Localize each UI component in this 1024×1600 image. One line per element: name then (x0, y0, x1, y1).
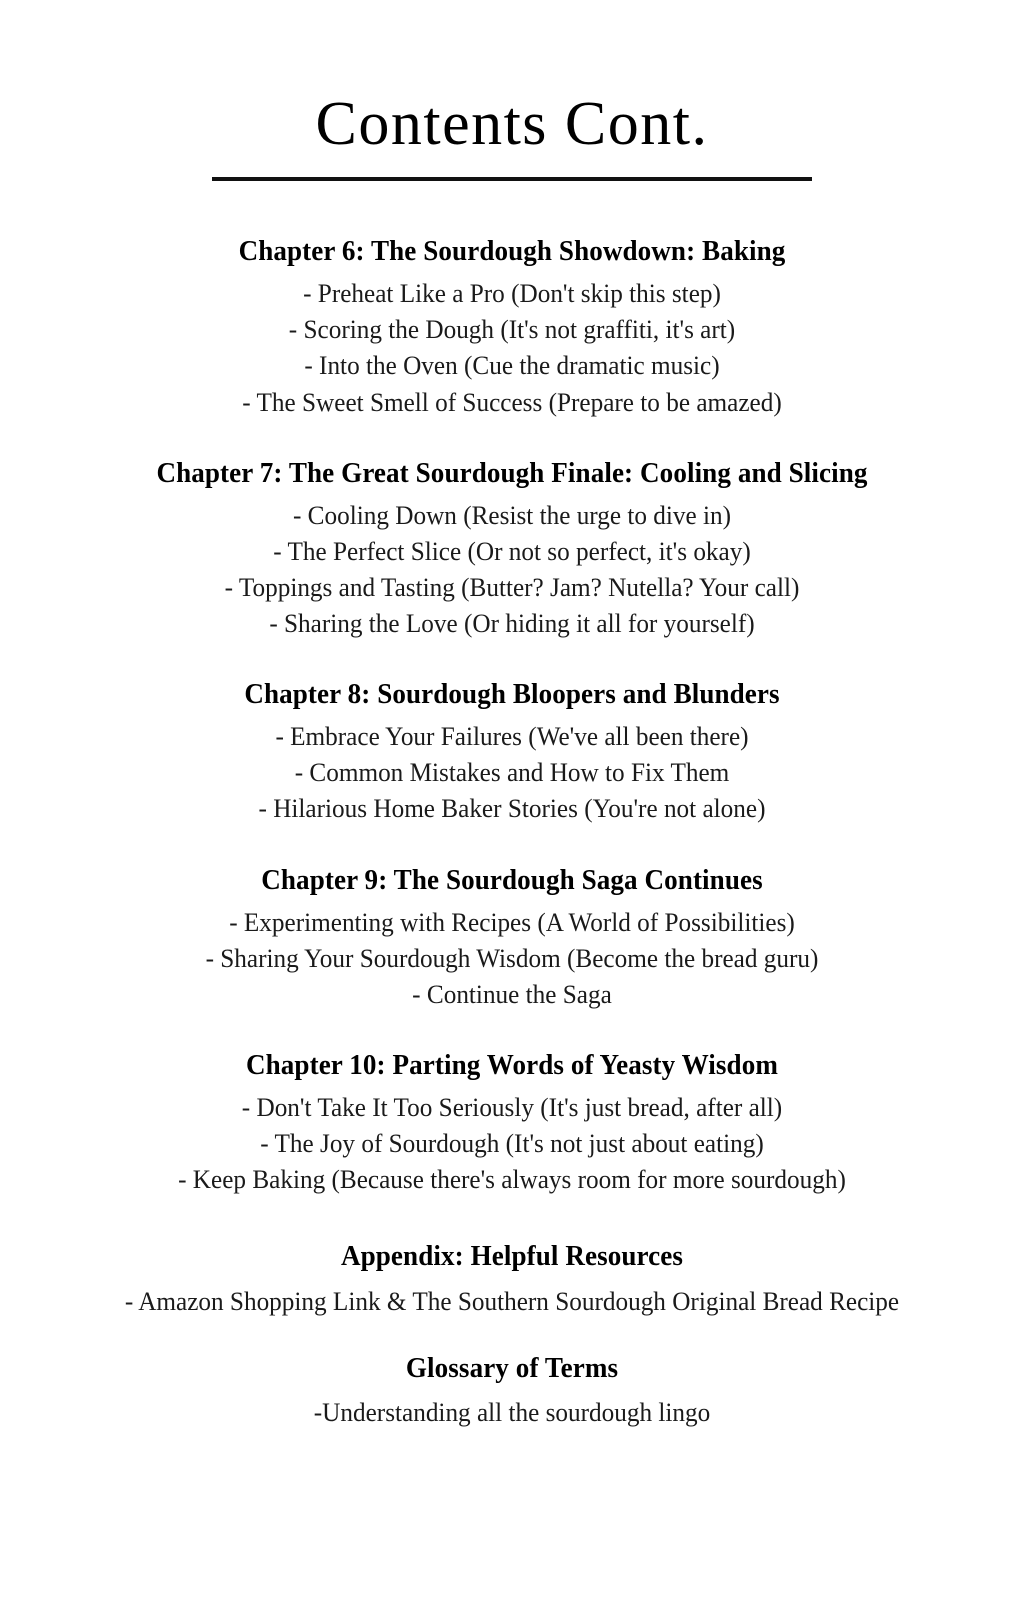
section-entry-list (0, 276, 1024, 421)
section-heading[interactable]: Glossary of Terms (405, 1352, 619, 1384)
section-heading[interactable]: Chapter 10: Parting Words of Yeasty Wisdom (246, 1050, 778, 1082)
section-entry-list (0, 498, 1024, 643)
toc-entry[interactable]: -Understanding all the sourdough lingo (313, 1397, 711, 1427)
toc-entry[interactable]: - Don't Take It Too Seriously (It's just bread, after all) (241, 1093, 783, 1123)
toc-entry[interactable]: - Toppings and Tasting (Butter? Jam? Nutella? Your call) (224, 572, 800, 602)
toc-section-chapter-8 (0, 676, 1024, 827)
toc-entry[interactable]: - Continue the Saga (412, 979, 612, 1009)
section-entry-list (0, 905, 1024, 1013)
toc-section-chapter-9 (0, 862, 1024, 1013)
toc-section-appendix (0, 1238, 1024, 1319)
toc-entry[interactable]: - Experimenting with Recipes (A World of Possibilities) (229, 907, 795, 937)
section-entry-list (0, 1090, 1024, 1198)
toc-section-chapter-7 (0, 455, 1024, 643)
toc-entry[interactable]: - Hilarious Home Baker Stories (You're not alone) (258, 794, 766, 824)
section-heading[interactable]: Chapter 7: The Great Sourdough Finale: Cooling and Slicing (156, 457, 868, 489)
toc-entry[interactable]: - Keep Baking (Because there's always room for more sourdough) (178, 1165, 846, 1195)
toc-entry[interactable]: - Into the Oven (Cue the dramatic music) (304, 351, 720, 381)
toc-entry[interactable]: - The Perfect Slice (Or not so perfect, it's okay) (273, 536, 751, 566)
toc-entry[interactable]: - Preheat Like a Pro (Don't skip this step) (303, 279, 721, 309)
toc-entry[interactable]: - Common Mistakes and How to Fix Them (294, 758, 730, 788)
toc-entry[interactable]: - Sharing the Love (Or hiding it all for yourself) (269, 609, 755, 639)
section-entry-list (0, 719, 1024, 827)
toc-entry[interactable]: - The Joy of Sourdough (It's not just about eating) (260, 1129, 764, 1159)
section-heading[interactable]: Chapter 8: Sourdough Bloopers and Blunders (244, 679, 780, 711)
toc-entry[interactable]: - The Sweet Smell of Success (Prepare to be amazed) (242, 387, 782, 417)
title-divider-rule (212, 177, 812, 181)
section-entry-list (0, 1395, 1024, 1431)
section-entry-list (0, 1284, 1024, 1320)
toc-entry[interactable]: - Cooling Down (Resist the urge to dive in) (292, 500, 732, 530)
section-heading[interactable]: Chapter 6: The Sourdough Showdown: Baking (238, 236, 786, 268)
section-heading[interactable]: Chapter 9: The Sourdough Saga Continues (261, 864, 763, 896)
section-heading[interactable]: Appendix: Helpful Resources (340, 1241, 684, 1273)
toc-entry[interactable]: - Embrace Your Failures (We've all been there) (275, 722, 749, 752)
toc-section-chapter-10 (0, 1047, 1024, 1198)
title-block (0, 0, 1024, 181)
page-title: Contents Cont. (315, 90, 709, 158)
toc-entry[interactable]: - Amazon Shopping Link & The Southern Sourdough Original Bread Recipe (124, 1286, 900, 1316)
toc-entry[interactable]: - Sharing Your Sourdough Wisdom (Become the bread guru) (205, 943, 819, 973)
toc-section-glossary (0, 1350, 1024, 1431)
toc-entry[interactable]: - Scoring the Dough (It's not graffiti, it's art) (288, 315, 736, 345)
toc-section-chapter-6 (0, 233, 1024, 421)
table-of-contents (0, 233, 1024, 1431)
